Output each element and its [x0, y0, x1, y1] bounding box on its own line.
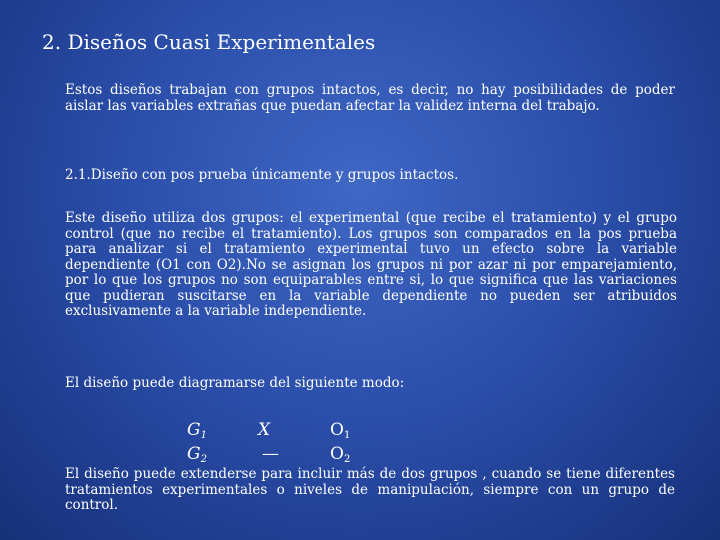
description-paragraph: Este diseño utiliza dos grupos: el experimental (que recibe el tratamiento) y el grupo control (que no recibe el tratamiento). Los grupos son comparados en la pos prueba para analizar si el tratamiento experimental tuvo un efecto sobre la variable dependiente (O1 con O2).No se asignan los grupos ni por azar ni por emparejamiento, por lo que los grupos no son equiparables entre si, lo que significa que las variaciones que pudieran suscitarse en la variable dependiente no pueden ser atribuidos exclusivamente a la variable independiente. [65, 210, 677, 319]
extension-paragraph: El diseño puede extenderse para incluir más de dos grupos , cuando se tiene diferentes tratamientos experimentales o niveles de manipulación, siempre con un grupo de control. [65, 466, 675, 513]
section-subtitle: 2.1.Diseño con pos prueba únicamente y grupos intactos. [65, 167, 459, 183]
diagram-treatment-1: X [258, 420, 271, 440]
diagram-observation-1: $O_1$ [330, 420, 351, 441]
diagram-treatment-2: — [262, 444, 279, 464]
design-diagram [185, 420, 385, 468]
diagram-group-1: $G_1$ [187, 420, 207, 441]
diagram-intro: El diseño puede diagramarse del siguiente modo: [65, 375, 405, 391]
slide-title: 2. Diseños Cuasi Experimentales [42, 30, 376, 54]
diagram-group-2: $G_2$ [187, 444, 207, 465]
intro-paragraph: Estos diseños trabajan con grupos intactos, es decir, no hay posibilidades de poder aislar las variables extrañas que puedan afectar la validez interna del trabajo. [65, 82, 675, 114]
diagram-observation-2: $O_2$ [330, 444, 351, 465]
